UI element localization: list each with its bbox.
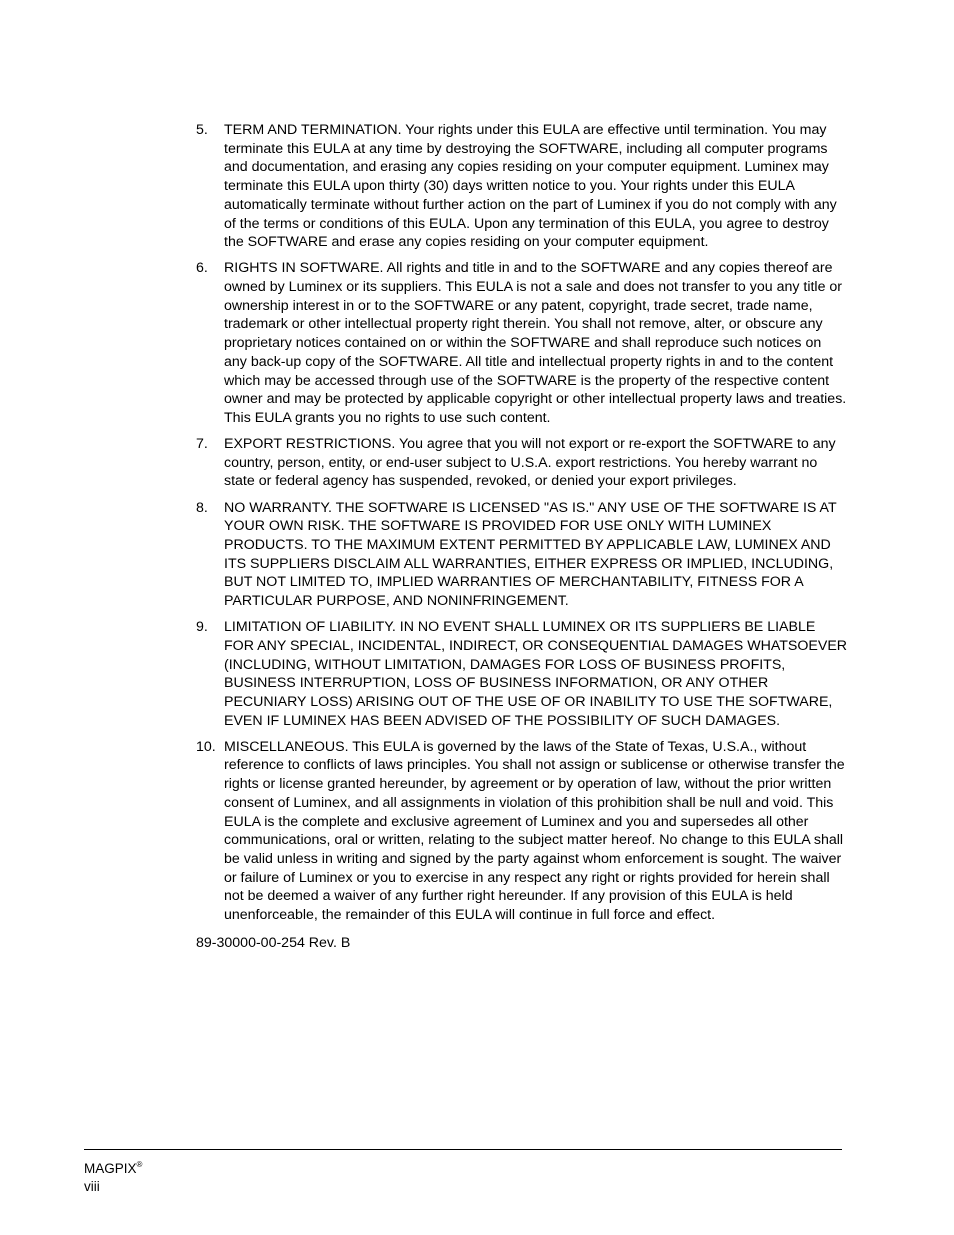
registered-trademark-mark: ® <box>136 1160 143 1169</box>
section-number: 8. <box>196 499 208 516</box>
eula-section-9 <box>196 618 848 730</box>
section-number: 5. <box>196 122 208 138</box>
section-text: NO WARRANTY. THE SOFTWARE IS LICENSED "AS IS." ANY USE OF THE SOFTWARE IS AT YOUR OWN RISK. THE SOFTWARE IS PROVIDED FOR USE ONLY WITH LUMINEX PRODUCTS. TO THE MAXIMUM EXTENT PERMITTED BY APPLICABLE LAW, LUMINEX AND ITS SUPPLIERS DISCLAIM ALL WARRANTIES, EITHER EXPRESS OR IMPLIED, INCLUDING, BUT NOT LIMITED TO, IMPLIED WARRANTIES OF MERCHANTABILITY, FITNESS FOR A PARTICULAR PURPOSE, AND NONINFRINGEMENT. <box>224 499 837 610</box>
footer-divider <box>84 1149 842 1150</box>
section-text: MISCELLANEOUS. This EULA is governed by the laws of the State of Texas, U.S.A., without reference to conflicts of laws principles. You shall not assign or sublicense or otherwise transfer the rights or license granted hereunder, by agreement or by operation of law, without the prior written consent of Luminex, and all assignments in violation of this prohibition shall be null and void. This EULA is the complete and exclusive agreement of Luminex and you and supersedes all other communications, oral or written, relating to the subject matter hereof. No change to this EULA shall be valid unless in writing and signed by the party against whom enforcement is sought. The waiver or failure of Luminex or you to exercise in any respect any right or rights provided for herein shall not be deemed a waiver of any further right hereunder. If any provision of this EULA is held unenforceable, the remainder of this EULA will continue in full force and effect. <box>224 738 845 924</box>
eula-content <box>196 121 848 952</box>
eula-section-8 <box>196 499 848 611</box>
section-number: 10. <box>196 738 216 755</box>
section-number: 7. <box>196 436 208 453</box>
eula-section-10 <box>196 738 848 925</box>
eula-section-7 <box>196 435 848 491</box>
section-text: EXPORT RESTRICTIONS. You agree that you will not export or re-export the SOFTWARE to any country, person, entity, or end-user subject to U.S.A. export restrictions. You hereby warrant no state or federal agency has suspended, revoked, or denied your export privileges. <box>224 436 836 490</box>
section-text: TERM AND TERMINATION. Your rights under this EULA are effective until termination. You may terminate this EULA at any time by destroying the SOFTWARE, including all computer programs and documentation, and erasing any copies residing on your computer equipment. Luminex may terminate this EULA upon thirty (30) days written notice to you. Your rights under this EULA automatically terminate without further action on the part of Luminex if you do not comply with any of the terms or conditions of this EULA. Upon any termination of this EULA, you agree to destroy the SOFTWARE and erase any copies residing on your computer equipment. <box>224 122 837 251</box>
footer-product-name: MAGPIX <box>84 1161 137 1176</box>
eula-section-5 <box>196 121 848 252</box>
section-number: 9. <box>196 619 208 636</box>
footer-page-number: viii <box>84 1178 100 1194</box>
section-text: RIGHTS IN SOFTWARE. All rights and title in and to the SOFTWARE and any copies thereof are owned by Luminex or its suppliers. This EULA is not a sale and does not transfer to you any title or ownership interest in or to the SOFTWARE or any patent, copyright, trade secret, trade name, trademark or other intellectual property right therein. You shall not remove, alter, or obscure any proprietary notices contained on or within the SOFTWARE and shall reproduce such notices on any back-up copy of the SOFTWARE. All title and intellectual property rights in and to the content which may be accessed through use of the SOFTWARE is the property of the respective content owner and may be protected by applicable copyright or other intellectual property laws and treaties. This EULA grants you no rights to use such content. <box>224 260 847 426</box>
page-footer <box>84 1160 142 1195</box>
eula-section-6 <box>196 259 848 427</box>
section-number: 6. <box>196 260 208 277</box>
document-number: 89-30000-00-254 Rev. B <box>196 934 351 951</box>
section-text: LIMITATION OF LIABILITY. IN NO EVENT SHALL LUMINEX OR ITS SUPPLIERS BE LIABLE FOR ANY SPECIAL, INCIDENTAL, INDIRECT, OR CONSEQUENTIAL DAMAGES WHATSOEVER (INCLUDING, WITHOUT LIMITATION, DAMAGES FOR LOSS OF BUSINESS PROFITS, BUSINESS INTERRUPTION, LOSS OF BUSINESS INFORMATION, OR ANY OTHER PECUNIARY LOSS) ARISING OUT OF THE USE OF OR INABILITY TO USE THE SOFTWARE, EVEN IF LUMINEX HAS BEEN ADVISED OF THE POSSIBILITY OF SUCH DAMAGES. <box>224 619 848 729</box>
footer-product-line <box>84 1160 142 1178</box>
